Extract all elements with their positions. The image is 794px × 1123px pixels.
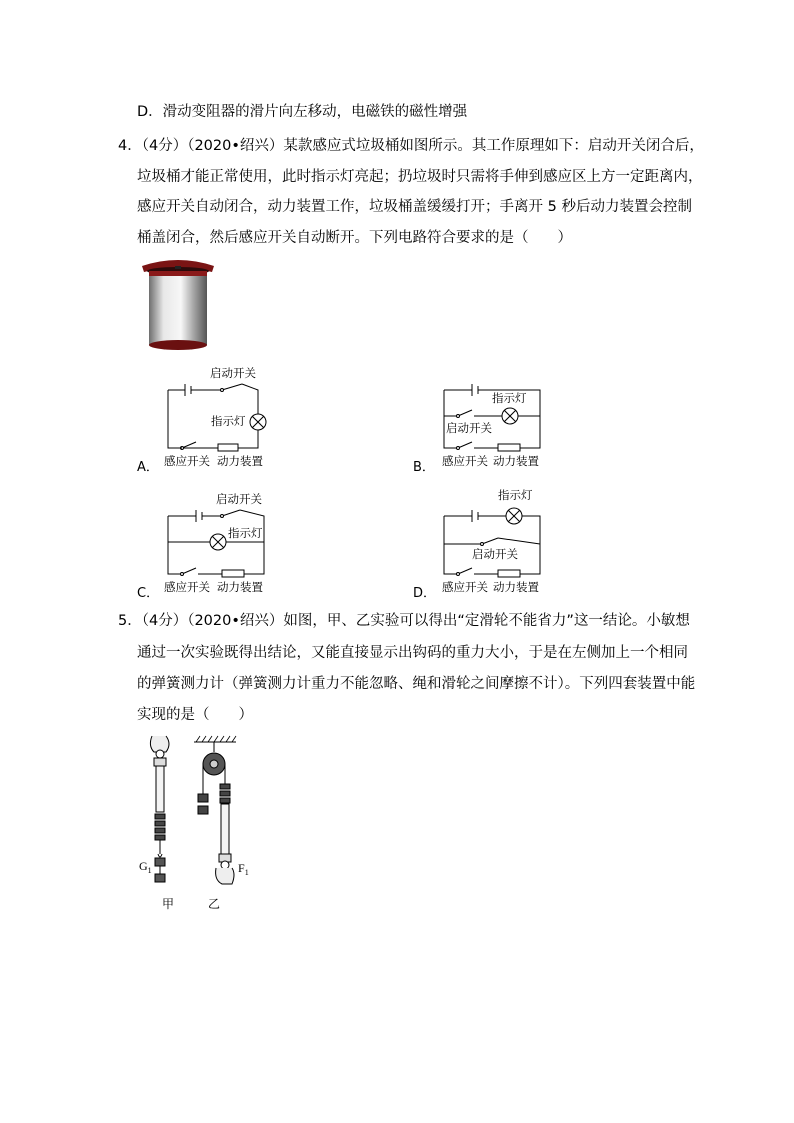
q5-stem-line-1: 5．（4分）（2020•绍兴）如图，甲、乙实验可以得出“定滑轮不能省力”这一结论。小敏想 (118, 613, 690, 629)
figure-yi (194, 736, 236, 884)
sensor-switch-label: 感应开关 (442, 454, 488, 468)
q4-stem-line-3: 感应开关自动闭合，动力装置工作，垃圾桶盖缓缓打开；手离开 5 秒后动力装置会控制 (137, 199, 692, 215)
circuit-diagram-b[interactable] (436, 380, 552, 472)
option-b-label[interactable]: B． (413, 460, 435, 475)
sensor-switch-label: 感应开关 (164, 454, 210, 468)
option-a-label[interactable]: A． (137, 460, 159, 475)
sensor-switch-label: 感应开关 (164, 580, 210, 594)
power-device-label: 动力装置 (217, 580, 263, 594)
option-c-label[interactable]: C． (137, 586, 160, 601)
power-device-label: 动力装置 (217, 454, 263, 468)
q4-stem-line-4: 桶盖闭合，然后感应开关自动断开。下列电路符合要求的是（ ） (137, 230, 572, 246)
q5-stem-line-2: 通过一次实验既得出结论，又能直接显示出钩码的重力大小，于是在左侧加上一个相同 (137, 645, 688, 661)
q5-stem-line-3: 的弹簧测力计（弹簧测力计重力不能忽略、绳和滑轮之间摩擦不计）。下列四套装置中能 (137, 676, 696, 692)
circuit-diagram-d[interactable] (436, 486, 552, 598)
indicator-label: 指示灯 (492, 391, 527, 405)
indicator-label: 指示灯 (228, 526, 263, 540)
figure-jia (150, 736, 169, 882)
indicator-label: 指示灯 (211, 414, 246, 428)
option-d-label[interactable]: D． (413, 586, 437, 601)
circuit-diagram-a[interactable] (160, 364, 280, 472)
q5-stem-line-4: 实现的是（ ） (137, 707, 253, 723)
pulley-experiment-figure (136, 732, 256, 914)
power-device-label: 动力装置 (493, 580, 539, 594)
power-device-label: 动力装置 (493, 454, 539, 468)
start-switch-label: 启动开关 (446, 421, 492, 435)
start-switch-label: 启动开关 (210, 366, 256, 380)
yi-label: 乙 (208, 897, 221, 911)
q3-option-d[interactable]: D．滑动变阻器的滑片向左移动，电磁铁的磁性增强 (137, 104, 468, 120)
jia-label: 甲 (162, 897, 175, 911)
q4-stem-line-2: 垃圾桶才能正常使用，此时指示灯亮起；扔垃圾时只需将手伸到感应区上方一定距离内， (137, 169, 703, 185)
start-switch-label: 启动开关 (472, 547, 518, 561)
trash-can-image (138, 258, 218, 354)
f1-label: $F_1$ (238, 861, 249, 877)
q4-stem-line-1: 4．（4分）（2020•绍兴）某款感应式垃圾桶如图所示。其工作原理如下：启动开关闭合后， (118, 138, 704, 154)
sensor-switch-label: 感应开关 (442, 580, 488, 594)
indicator-label: 指示灯 (498, 488, 533, 502)
circuit-diagram-c[interactable] (160, 490, 276, 598)
g1-label: $G_1$ (139, 859, 152, 875)
start-switch-label: 启动开关 (216, 492, 262, 506)
